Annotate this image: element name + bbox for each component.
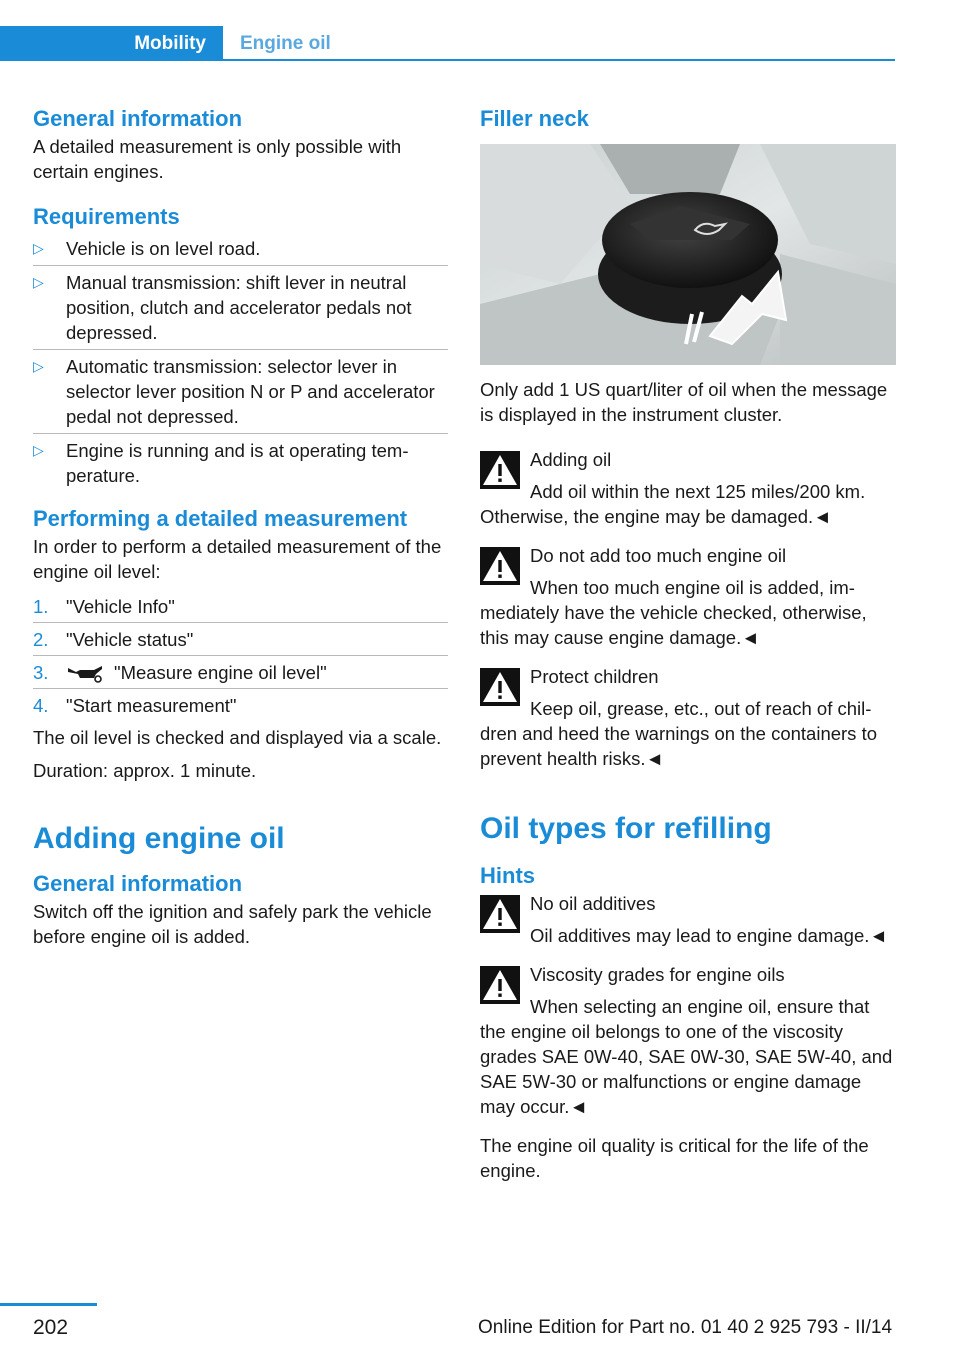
warning-title: No oil additives [530,893,656,914]
requirements-heading: Requirements [33,204,180,229]
oil-quality-text: The engine oil quality is critical for the life of the engine. [480,1135,869,1181]
list-item: ▷ Vehicle is on level road. [33,232,448,266]
oil-level-text: The oil level is checked and displayed via a scale. [33,727,442,748]
tab-underline [223,59,895,61]
general-info-text: A detailed measurement is only possible with certain engines. [33,136,402,182]
warning-triangle-icon [480,451,520,489]
tab-engine-oil: Engine oil [240,33,331,54]
warning-body: When selecting an engine oil, ensure that the engine oil belongs to one of the viscosity grades SAE 0W-40, SAE 0W-30, SAE 5W-40, and SAE 5W-30 or malfunctions or engine damage may occur.◄ [480,996,893,1117]
warning-body: Oil additives may lead to engine damage.◄ [530,925,888,946]
warning-adding-oil [480,447,896,529]
detailed-measurement-text: In order to perform a detailed measurement of the engine oil level: [33,536,442,582]
list-item: 1. "Vehicle Info" [33,590,448,623]
warning-triangle-icon [480,895,520,933]
right-column [480,100,896,1183]
hints-heading: Hints [480,863,535,888]
filler-neck-photo [480,144,896,365]
warning-triangle-icon [480,668,520,706]
left-column [33,100,448,949]
detailed-measurement-heading: Performing a detailed measurement [33,506,408,531]
list-item: ▷ Automatic transmission: selector lever in selector lever position N or P and accelerator pedal not depressed. [33,350,448,434]
page-number: 202 [33,1316,69,1339]
warning-no-additives [480,891,896,948]
warning-body: Add oil within the next 125 miles/200 km. Otherwise, the engine may be damaged.◄ [480,481,866,527]
general-info-heading: General information [33,106,243,131]
section-tabs [0,26,895,61]
measurement-steps [33,590,448,721]
warning-viscosity [480,962,896,1119]
oil-types-heading: Oil types for refilling [480,812,772,845]
list-item: 3. "Measure engine oil level" [33,656,448,689]
triangle-right-icon: ▷ [33,358,44,374]
adding-general-info-heading: General information [33,871,243,896]
oil-can-icon [66,664,106,684]
list-item: 4. "Start measurement" [33,695,237,716]
warning-protect-children [480,664,896,771]
warning-title: Do not add too much engine oil [530,545,787,566]
warning-title: Adding oil [530,449,612,470]
triangle-right-icon: ▷ [33,240,44,256]
warning-title: Viscosity grades for engine oils [530,964,785,985]
triangle-right-icon: ▷ [33,442,44,458]
footer-accent-line [0,1303,97,1306]
warning-title: Protect children [530,666,659,687]
filler-neck-text: Only add 1 US quart/liter of oil when the message is displayed in the instrument cluster. [480,379,888,425]
adding-engine-oil-heading: Adding engine oil [33,822,285,855]
filler-neck-heading: Filler neck [480,106,589,131]
warning-body: When too much engine oil is added, immediately have the vehicle checked, otherwise, this may cause engine damage.◄ [480,577,867,648]
duration-text: Duration: approx. 1 minute. [33,760,257,781]
warning-body: Keep oil, grease, etc., out of reach of children and heed the warnings on the containers to prevent health risks.◄ [480,698,878,769]
warning-too-much-oil [480,543,896,650]
requirements-list [33,232,448,492]
tab-mobility: Mobility [0,26,223,61]
list-item: ▷ Engine is running and is at operating temperature. [33,440,409,486]
adding-general-info-text: Switch off the ignition and safely park the vehicle before engine oil is added. [33,901,432,947]
list-item: 2. "Vehicle status" [33,623,448,656]
triangle-right-icon: ▷ [33,274,44,290]
list-item: ▷ Manual transmission: shift lever in neutral position, clutch and accelerator pedals not depressed. [33,266,448,350]
warning-triangle-icon [480,547,520,585]
edition-text: Online Edition for Part no. 01 40 2 925 793 - II/14 [478,1317,893,1338]
warning-triangle-icon [480,966,520,1004]
